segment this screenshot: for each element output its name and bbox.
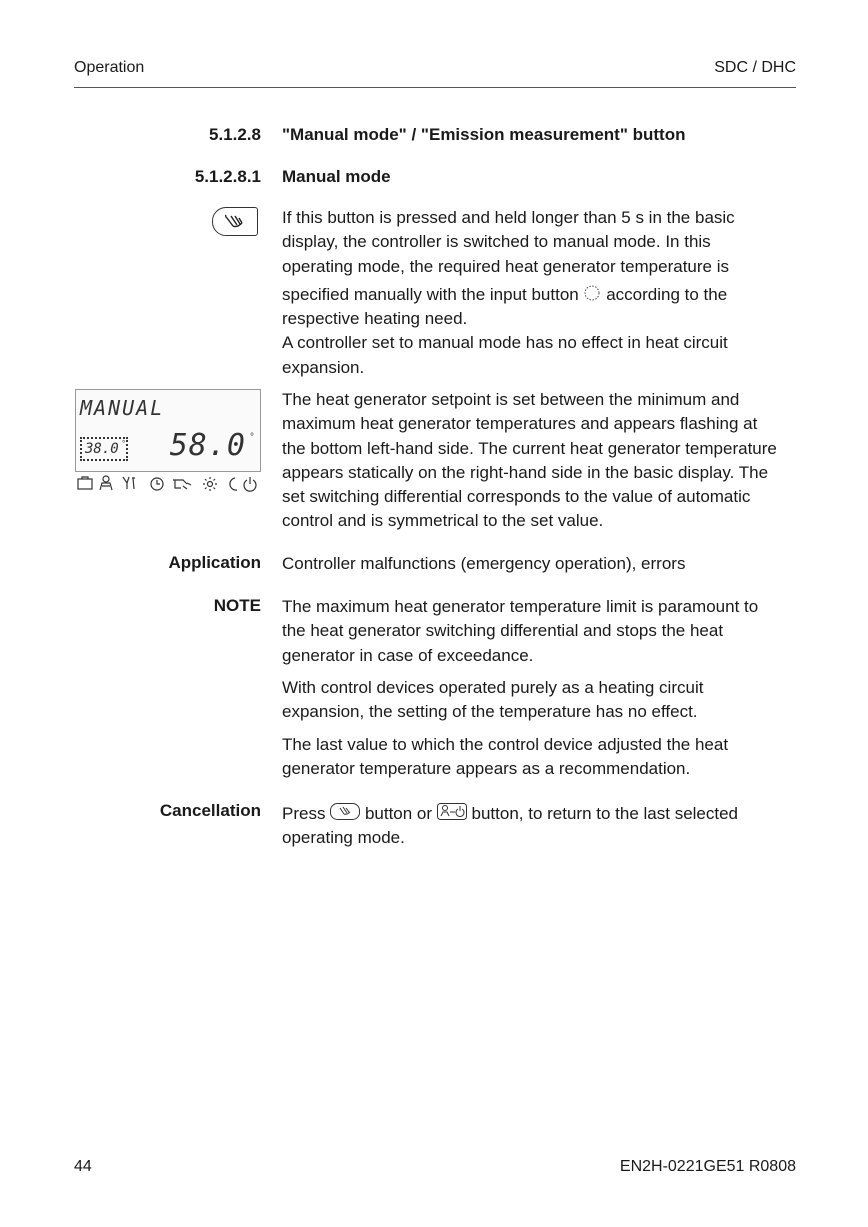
note-paragraph-2: With control devices operated purely as a heating circuit expansion, the setting of the temperature has no effect. (282, 678, 704, 722)
shower-icon (173, 480, 191, 489)
cancellation-label: Cancellation (159, 801, 261, 820)
note-label: NOTE (213, 596, 261, 615)
page-number: 44 (74, 1158, 92, 1175)
note-paragraph-3: The last value to which the control device adjusted the heat generator temperature appears as a recommendation. (282, 735, 729, 779)
note-paragraph-1: The maximum heat generator temperature limit is paramount to the heat generator switching differential and stops the heat generator in case of exceedance. (282, 597, 759, 665)
lcd-mode-text: MANUAL (80, 396, 165, 420)
party-icon (123, 477, 135, 489)
page-header (74, 56, 796, 88)
lcd-symbol-row (77, 474, 261, 492)
intro-paragraph: If this button is pressed and held longer than 5 s in the basic display, the controller is switched to manual mode. In this operating mode, the required heat generator temperature is specified manually with the input button according to the respective heating need. A controller set to manual mode has no effect in heat circuit expansion. (282, 208, 735, 377)
clock-icon (151, 478, 163, 490)
person-power-button-icon (437, 803, 467, 821)
lcd-setpoint-degree: ° (122, 439, 126, 448)
sun-icon (203, 477, 217, 491)
moon-icon (230, 478, 237, 490)
subsection-number: 5.1.2.8.1 (194, 167, 261, 186)
section-number: 5.1.2.8 (209, 125, 261, 144)
application-label: Application (168, 553, 261, 572)
section-title: "Manual mode" / "Emission measurement" button (282, 125, 686, 144)
suitcase-icon (78, 477, 92, 489)
input-dial-icon (583, 284, 601, 302)
lcd-current-value: 58.0 (169, 428, 246, 463)
application-text: Controller malfunctions (emergency operation), errors (282, 554, 686, 573)
header-product-name: SDC / DHC (714, 59, 796, 76)
setpoint-paragraph: The heat generator setpoint is set between the minimum and maximum heat generator temperatures and appears flashing at the bottom left-hand side. The current heat generator temperature appears statically on the right-hand side in the basic display. The set switching differential corresponds to the value of automatic control and is symmetrical to the set value. (282, 390, 777, 531)
subsection-title: Manual mode (282, 167, 391, 186)
manual-mode-button-icon (212, 207, 258, 236)
person-icon (100, 476, 112, 490)
cancellation-text: Press button or button, to return to the last selected operating mode. (282, 804, 739, 848)
lcd-setpoint-value: 38.0 (80, 437, 128, 461)
document-code: EN2H-0221GE51 R0808 (619, 1158, 796, 1175)
lcd-display (75, 389, 261, 472)
manual-button-small-icon (330, 803, 360, 821)
lcd-current-degree: ° (250, 432, 254, 443)
header-section-name: Operation (74, 59, 145, 76)
power-icon (244, 477, 256, 491)
